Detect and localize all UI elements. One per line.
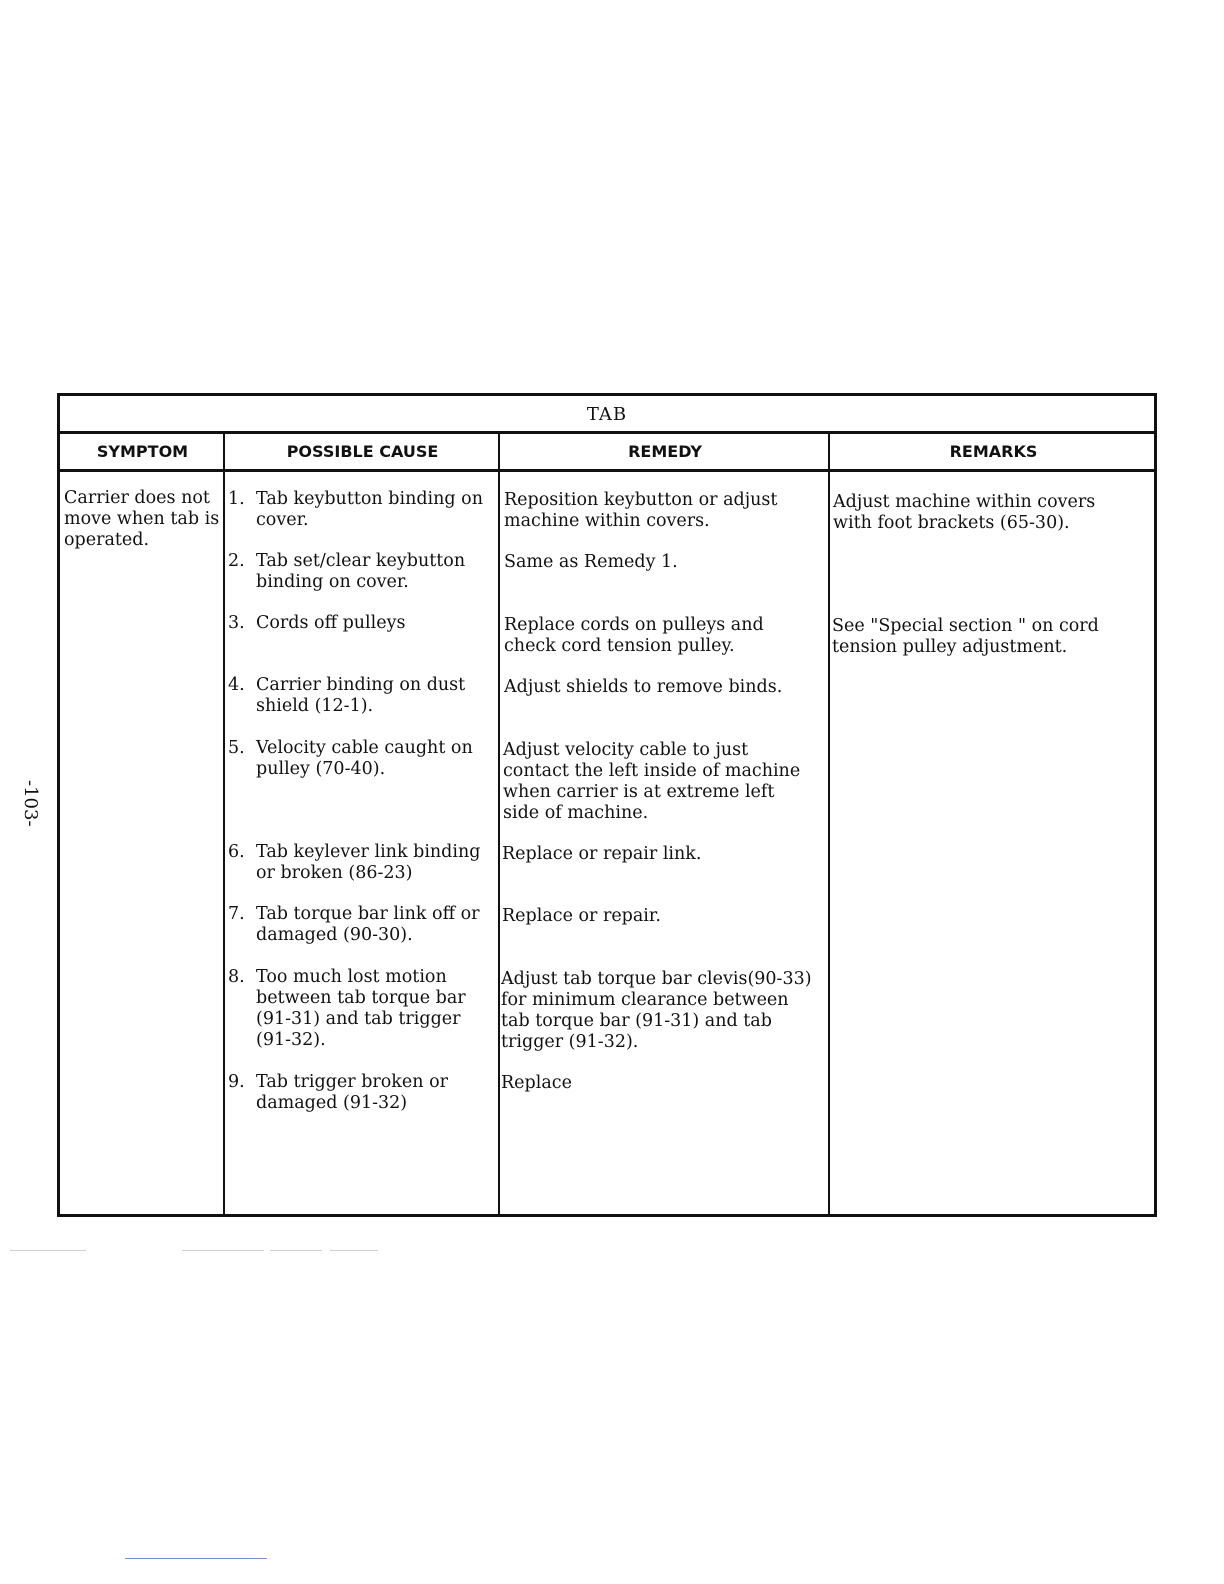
remedy-line: side of machine.	[503, 803, 649, 823]
cause-line: Tab trigger broken or	[256, 1072, 448, 1092]
remedy-line: Reposition keybutton or adjust	[504, 490, 778, 510]
cause-number: 6.	[228, 842, 245, 862]
cause-line: Velocity cable caught on	[256, 738, 473, 758]
remark-line: See "Special section " on cord	[832, 616, 1099, 636]
cause-line: shield (12-1).	[256, 696, 374, 716]
cause-number: 1.	[228, 489, 245, 509]
cause-number: 4.	[228, 675, 245, 695]
cause-line: (91-31) and tab trigger	[256, 1009, 461, 1029]
header-possible-cause: POSSIBLE CAUSE	[286, 442, 439, 461]
page-number: -103-	[20, 780, 41, 827]
column-divider	[498, 434, 500, 1214]
header-symptom: SYMPTOM	[96, 442, 189, 461]
symptom-line: Carrier does not	[64, 488, 210, 508]
remedy-line: Adjust shields to remove binds.	[504, 677, 783, 697]
remedy-line: when carrier is at extreme left	[503, 782, 775, 802]
remedy-line: tab torque bar (91-31) and tab	[501, 1011, 772, 1031]
cause-line: Tab torque bar link off or	[256, 904, 480, 924]
cause-line: pulley (70-40).	[256, 759, 386, 779]
cause-number: 3.	[228, 613, 245, 633]
remedy-line: for minimum clearance between	[501, 990, 789, 1010]
symptom-line: operated.	[64, 530, 150, 550]
cause-number: 9.	[228, 1072, 245, 1092]
remedy-line: Replace cords on pulleys and	[504, 615, 764, 635]
cause-line: or broken (86-23)	[256, 863, 413, 883]
cause-line: binding on cover.	[256, 572, 409, 592]
header-remedy: REMEDY	[628, 442, 702, 461]
cause-line: Too much lost motion	[256, 967, 447, 987]
scan-artifact-line	[270, 1250, 322, 1252]
symptom-line: move when tab is	[64, 509, 220, 529]
remark-line: with foot brackets (65-30).	[833, 513, 1070, 533]
cause-line: Cords off pulleys	[256, 613, 406, 633]
cause-number: 2.	[228, 551, 245, 571]
remedy-line: machine within covers.	[504, 511, 710, 531]
cause-line: Tab set/clear keybutton	[256, 551, 466, 571]
cause-number: 8.	[228, 967, 245, 987]
remedy-line: Adjust tab torque bar clevis(90-33)	[501, 969, 812, 989]
scan-artifact-line	[10, 1250, 86, 1252]
cause-line: (91-32).	[256, 1030, 326, 1050]
scan-artifact-line	[182, 1250, 264, 1252]
remedy-line: Replace or repair link.	[502, 844, 702, 864]
cause-number: 5.	[228, 738, 245, 758]
column-divider	[223, 434, 225, 1214]
cause-line: Tab keybutton binding on	[256, 489, 483, 509]
scan-artifact-line	[125, 1558, 267, 1559]
scan-artifact-line	[330, 1250, 378, 1252]
cause-line: damaged (91-32)	[256, 1093, 408, 1113]
cause-number: 7.	[228, 904, 245, 924]
remedy-line: Same as Remedy 1.	[504, 552, 678, 572]
cause-line: Tab keylever link binding	[256, 842, 481, 862]
remedy-line: Adjust velocity cable to just	[503, 740, 749, 760]
cause-line: cover.	[256, 510, 309, 530]
remedy-line: trigger (91-32).	[501, 1032, 639, 1052]
table-title: TAB	[60, 396, 1154, 434]
remark-line: tension pulley adjustment.	[832, 637, 1068, 657]
remedy-line: Replace or repair.	[502, 906, 661, 926]
cause-line: damaged (90-30).	[256, 925, 413, 945]
remedy-line: check cord tension pulley.	[504, 636, 735, 656]
remedy-line: Replace	[501, 1073, 572, 1093]
column-divider	[828, 434, 830, 1214]
cause-line: Carrier binding on dust	[256, 675, 466, 695]
header-remarks: REMARKS	[949, 442, 1038, 461]
remark-line: Adjust machine within covers	[833, 492, 1096, 512]
troubleshooting-table	[57, 393, 1157, 1217]
cause-line: between tab torque bar	[256, 988, 466, 1008]
remedy-line: contact the left inside of machine	[503, 761, 801, 781]
